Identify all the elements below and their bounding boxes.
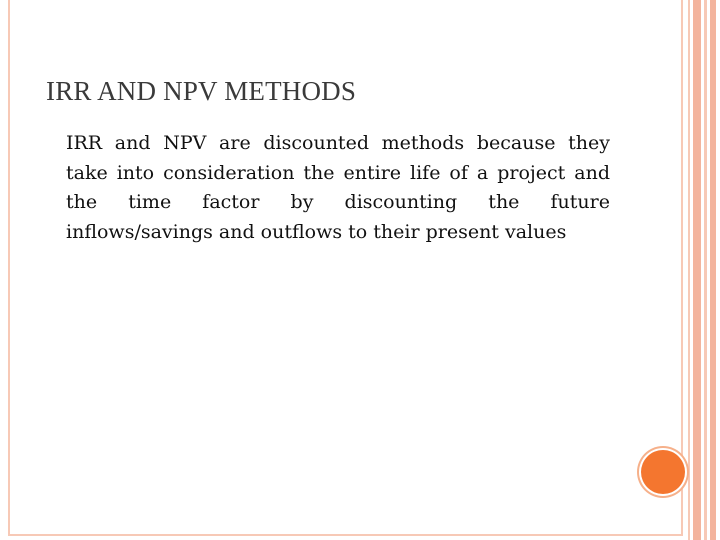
slide-body-text: IRR and NPV are discounted methods because they take into consideration the entire life of a project and the time factor by discounting the future inflows/savings and outflows to their present values [66, 132, 610, 243]
decorative-stripe [704, 0, 707, 540]
decorative-circle-icon [641, 450, 685, 494]
decorative-stripe [710, 0, 716, 540]
decorative-stripe [688, 0, 690, 540]
slide-title: IRR AND NPV METHODS [46, 76, 357, 106]
decorative-stripe [693, 0, 701, 540]
